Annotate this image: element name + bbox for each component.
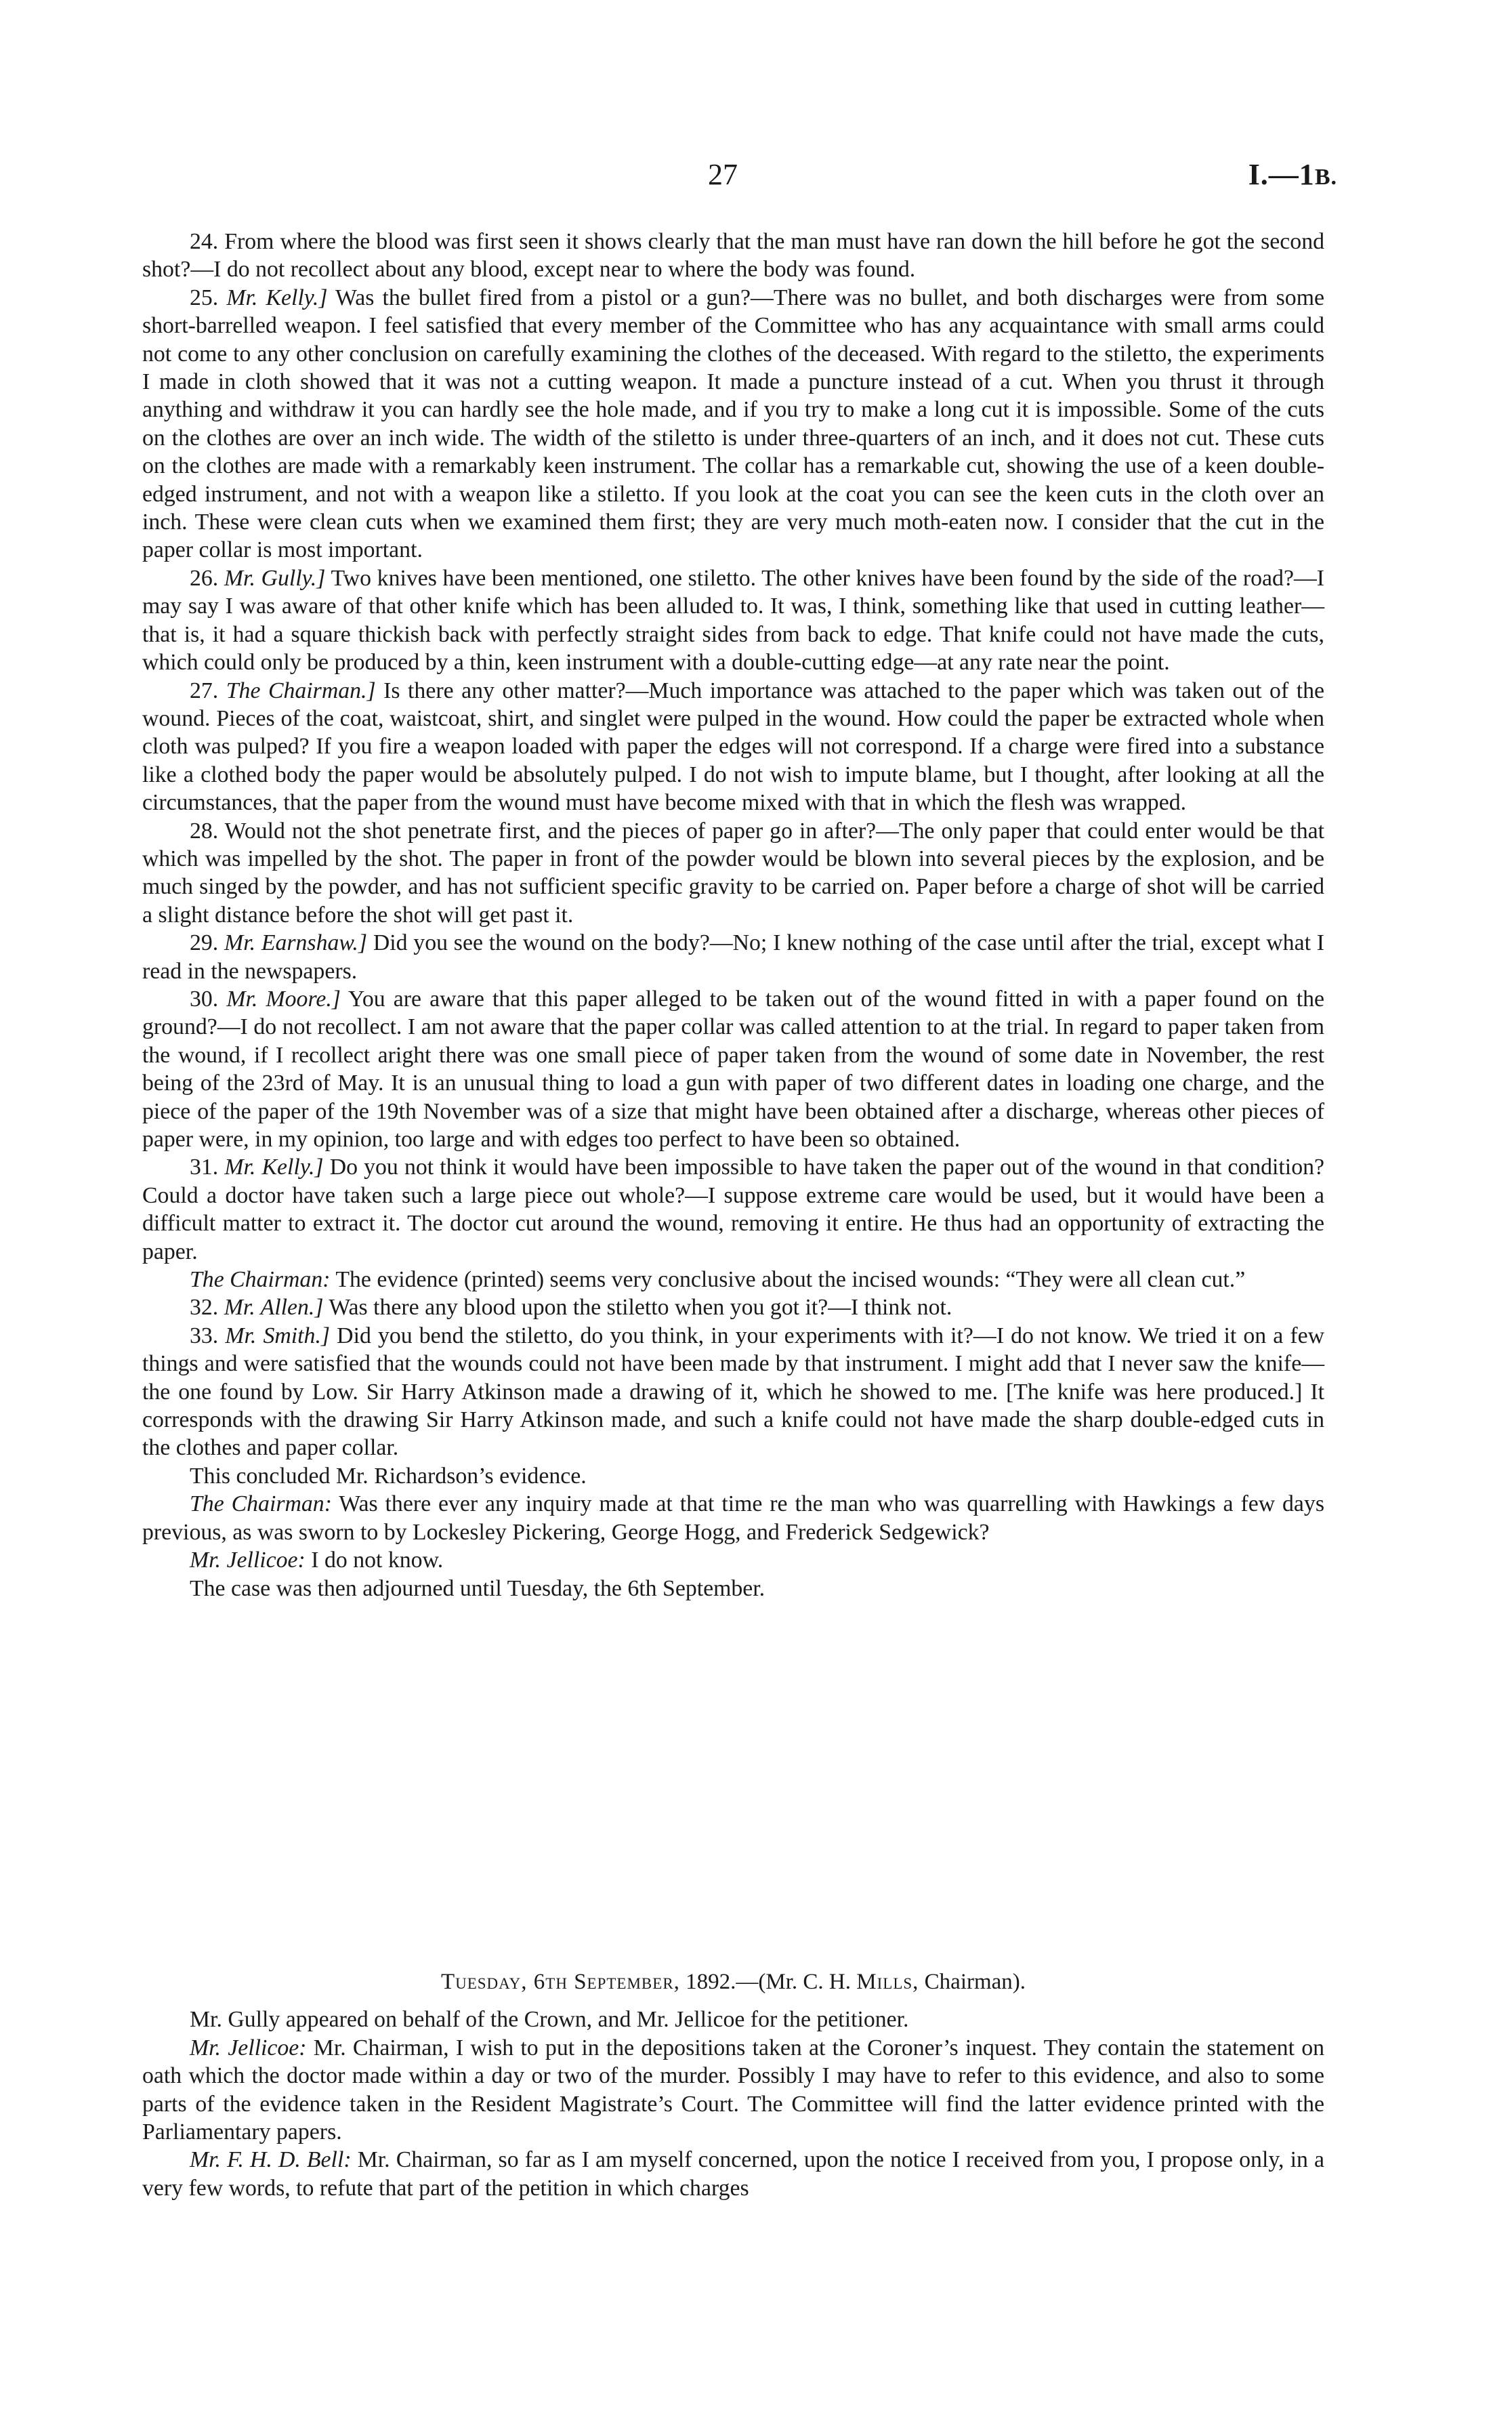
speaker-name: Mr. Gully.]: [224, 565, 326, 591]
evidence-paragraph: [142, 817, 1324, 930]
evidence-paragraph: [142, 1322, 1324, 1462]
paragraph-text: This concluded Mr. Richardson’s evidence.: [190, 1463, 587, 1489]
speaker-name: Mr. Kelly.]: [226, 285, 328, 310]
paragraph-text: Was the bullet fired from a pistol or a gun?—There was no bullet, and both discharges were from some short-barrelled weapon. I feel satisfied that every member of the Committee who has any acquaintance with small arms could not come to any other conclusion on carefully examining the clothes of the deceased. With regard to the stiletto, the experiments I made in cloth showed that it was not a cutting weapon. It made a puncture instead of a cut. When you thrust it through anything and withdraw it you can hardly see the hole made, and if you try to make a long cut it is impossible. Some of the cuts on the clothes are over an inch wide. The width of the stiletto is under three-quarters of an inch, and it does not cut. These cuts on the clothes are made with a remarkably keen instrument. The collar has a remarkable cut, showing the use of a keen double-edged instrument, and not with a weapon like a stiletto. If you look at the coat you can see the keen cuts in the cloth over an inch. These were clean cuts when we examined them first; they are very much moth-eaten now. I consider that the cut in the paper collar is most important.: [142, 285, 1324, 563]
session-day: Tuesday, 6th September,: [440, 1970, 680, 1994]
session-paragraph: [142, 2034, 1324, 2147]
speaker-name: The Chairman:: [190, 1491, 332, 1517]
speaker-name: Mr. Allen.]: [224, 1295, 324, 1321]
question-number: 24.: [190, 229, 219, 254]
paragraph-text: Did you bend the stiletto, do you think, in your experiments with it?—I do not know. We tried it on a few things and were satisfied that the wounds could not have been made by that instrument. I might add that I never saw the knife—the one found by Low. Sir Harry Atkinson made a drawing of it, which he showed to me. [The knife was here produced.] It corresponds with the drawing Sir Harry Atkinson made, and such a knife could not have made the sharp double-edged cuts in the clothes and paper collar.: [142, 1323, 1324, 1461]
chairman-question: [142, 1490, 1324, 1546]
question-number: 28.: [190, 818, 219, 844]
evidence-paragraph: [142, 284, 1324, 564]
speaker-name: Mr. Jellicoe:: [190, 2035, 307, 2060]
question-number: 30.: [190, 986, 219, 1012]
page-number: 27: [708, 158, 738, 191]
paragraph-text: Would not the shot penetrate first, and the pieces of paper go in after?—The only paper that could enter would be that which was impelled by the shot. The paper in front of the powder would be blown into several pieces by the explosion, and be much singed by the powder, and has not sufficient specific gravity to be carried on. Paper before a charge of shot will be carried a slight distance before the shot will get past it.: [142, 818, 1324, 928]
paragraph-text: Did you see the wound on the body?—No; I knew nothing of the case until after the trial, except what I read in the newspapers.: [142, 930, 1325, 984]
session-paragraph: [142, 2006, 1324, 2033]
paragraph-text: Mr. Chairman, I wish to put in the depositions taken at the Coroner’s inquest. They contain the statement on oath which the doctor made within a day or two of the murder. Possibly I may have to refer to this evidence, and also to some parts of the evidence taken in the Resident Magistrate’s Court. The Committee will find the latter evidence printed with the Parliamentary papers.: [142, 2035, 1324, 2145]
paragraph-text: The evidence (printed) seems very conclusive about the incised wounds: “They were all clean cut.”: [335, 1267, 1246, 1293]
paragraph-text: From where the blood was first seen it shows clearly that the man must have ran down the hill before he got the second shot?—I do not recollect about any blood, except near to where the body was found.: [142, 229, 1324, 283]
paragraph-text: The case was then adjourned until Tuesday, the 6th September.: [190, 1575, 765, 1601]
page-header: [0, 157, 1512, 205]
question-number: 29.: [190, 930, 219, 956]
speaker-name: Mr. Jellicoe:: [190, 1548, 306, 1573]
evidence-paragraph: [142, 929, 1324, 985]
chairman-remark: [142, 1266, 1324, 1293]
paragraph-text: Is there any other matter?—Much importance was attached to the paper which was taken out of the wound. Pieces of the coat, waistcoat, shirt, and singlet were pulped in the wound. How could the paper be extracted whole when cloth was pulped? If you fire a weapon loaded with paper the edges will not correspond. If a charge were fired into a substance like a clothed body the paper would be absolutely pulped. I do not wish to impute blame, but I thought, after looking at all the circumstances, that the paper from the wound must have become mixed with that in which the flesh was wrapped.: [142, 678, 1324, 816]
paragraph-text: Do you not think it would have been impossible to have taken the paper out of the wound in that condition? Could a doctor have taken such a large piece out whole?—I suppose extreme care would be used, but it would have been a difficult matter to extract it. The doctor cut around the wound, removing it entire. He thus had an opportunity of extracting the paper.: [142, 1155, 1324, 1264]
jellicoe-reply: [142, 1546, 1324, 1574]
speaker-name: The Chairman:: [190, 1267, 331, 1293]
question-number: 26.: [190, 565, 219, 591]
question-number: 33.: [190, 1323, 219, 1348]
narrative-line: [142, 1575, 1324, 1602]
speaker-name: Mr. Moore.]: [226, 986, 341, 1012]
evidence-paragraph: [142, 1153, 1324, 1266]
speaker-name: The Chairman.]: [226, 678, 376, 703]
paragraph-text: I do not know.: [311, 1548, 444, 1573]
evidence-paragraph: [142, 564, 1324, 677]
paragraph-text: You are aware that this paper alleged to be taken out of the wound fitted in with a paper found on the ground?—I do not recollect. I am not aware that the paper collar was called attention to at the trial. In regard to paper taken from the wound, if I recollect aright there was one small piece of paper taken from the wound of some date in November, the rest being of the 23rd of May. It is an unusual thing to load a gun with paper of two different dates in loading one charge, and the piece of the paper of the 19th November was of a size that might have been obtained after a discharge, whereas other pieces of paper were, in my opinion, too large and with edges too perfect to have been so obtained.: [142, 986, 1324, 1152]
session-paragraph: [142, 2146, 1324, 2202]
document-reference-suffix: B.: [1314, 165, 1337, 190]
speaker-name: Mr. F. H. D. Bell:: [190, 2147, 352, 2173]
evidence-paragraph: [142, 228, 1324, 284]
question-number: 25.: [190, 285, 219, 310]
evidence-paragraph: [142, 985, 1324, 1153]
session-year-and-chair: 1892.—(Mr. C. H.: [686, 1970, 852, 1994]
document-reference: [1248, 157, 1337, 192]
paragraph-text: Was there any blood upon the stiletto when you got it?—I think not.: [329, 1295, 952, 1321]
question-number: 27.: [190, 678, 219, 703]
session-heading: [142, 1968, 1324, 1996]
paragraph-text: Was there ever any inquiry made at that time re the man who was quarrelling with Hawkings a few days previous, as was sworn to by Lockesley Pickering, George Hogg, and Frederick Sedgewick?: [142, 1491, 1324, 1545]
session-chair-role: Chairman).: [924, 1970, 1026, 1994]
speaker-name: Mr. Smith.]: [225, 1323, 331, 1348]
paragraph-text: Mr. Chairman, so far as I am myself concerned, upon the notice I received from you, I propose only, in a very few words, to refute that part of the petition in which charges: [142, 2147, 1325, 2201]
paragraph-text: Mr. Gully appeared on behalf of the Crown, and Mr. Jellicoe for the petitioner.: [190, 2007, 909, 2033]
question-number: 32.: [190, 1295, 219, 1321]
evidence-paragraph: [142, 1293, 1324, 1321]
speaker-name: Mr. Kelly.]: [224, 1155, 324, 1180]
narrative-line: [142, 1462, 1324, 1490]
speaker-name: Mr. Earnshaw.]: [224, 930, 368, 956]
evidence-body: [142, 228, 1324, 1602]
session-chair-name: Mills,: [856, 1970, 919, 1994]
session-body: [142, 1934, 1324, 2202]
document-reference-main: I.—1: [1248, 158, 1315, 191]
evidence-paragraph: [142, 677, 1324, 817]
paragraph-text: Two knives have been mentioned, one stiletto. The other knives have been found by the side of the road?—I may say I was aware of that other knife which has been alluded to. It was, I think, something like that used in cutting leather—that is, it had a square thickish back with perfectly straight sides from back to edge. That knife could not have made the cuts, which could only be produced by a thin, keen instrument with a double-cutting edge—at any rate near the point.: [142, 565, 1325, 676]
question-number: 31.: [190, 1155, 219, 1180]
